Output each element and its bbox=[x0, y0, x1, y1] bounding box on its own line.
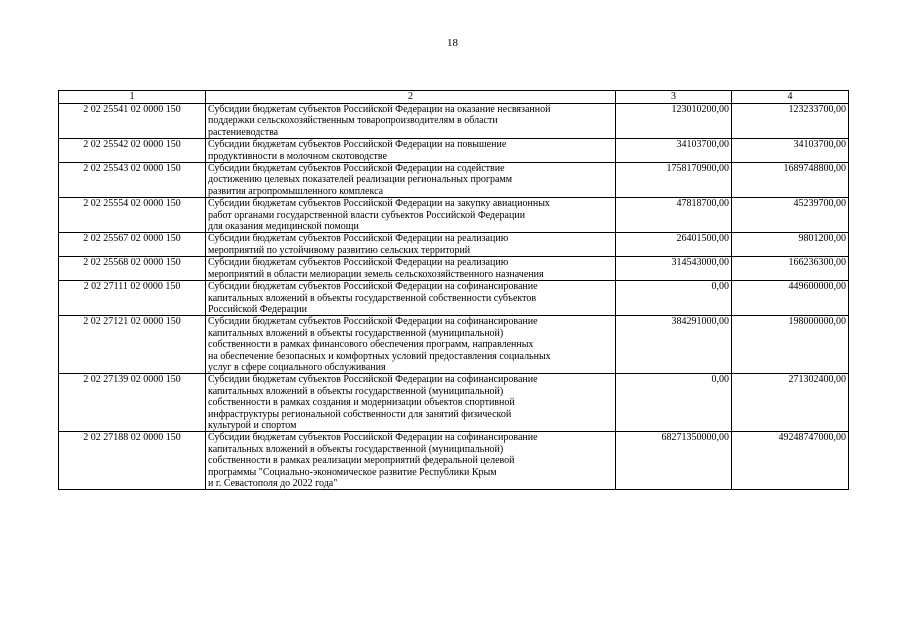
row-value-3: 47818700,00 bbox=[616, 198, 732, 233]
page-number: 18 bbox=[447, 37, 458, 49]
row-name: Субсидии бюджетам субъектов Российской Федерации на софинансирование капитальных вложений в объекты государственной (муниципальной) собственности в рамках реализации мероприятий федеральной целевой программы "Социально-экономическое развитие Республики Крым и г. Севастополя до 2022 года" bbox=[206, 432, 616, 490]
row-code: 2 02 25568 02 0000 150 bbox=[59, 257, 206, 281]
table-row bbox=[59, 163, 849, 198]
table-row bbox=[59, 198, 849, 233]
row-name: Субсидии бюджетам субъектов Российской Федерации на софинансирование капитальных вложений в объекты государственной (муниципальной) собственности в рамках создания и модернизации объектов спортивной инфраструктуры региональной собственности для занятий физической культурой и спортом bbox=[206, 374, 616, 432]
row-name: Субсидии бюджетам субъектов Российской Федерации на реализацию мероприятий в области мелиорации земель сельскохозяйственного назначения bbox=[206, 257, 616, 281]
row-code: 2 02 25554 02 0000 150 bbox=[59, 198, 206, 233]
row-code: 2 02 27139 02 0000 150 bbox=[59, 374, 206, 432]
row-code: 2 02 27188 02 0000 150 bbox=[59, 432, 206, 490]
row-value-3: 34103700,00 bbox=[616, 139, 732, 163]
row-value-3: 0,00 bbox=[616, 281, 732, 316]
row-code: 2 02 25541 02 0000 150 bbox=[59, 104, 206, 139]
table-header-row bbox=[59, 91, 849, 104]
table-row bbox=[59, 139, 849, 163]
row-name: Субсидии бюджетам субъектов Российской Федерации на софинансирование капитальных вложений в объекты государственной (муниципальной) собственности в рамках финансового обеспечения программ, направленных на обеспечение безопасных и комфортных условий предоставления социальных услуг в сфере социального обслуживания bbox=[206, 316, 616, 374]
table-row bbox=[59, 432, 849, 490]
budget-table bbox=[58, 90, 849, 490]
table-row bbox=[59, 316, 849, 374]
row-code: 2 02 27111 02 0000 150 bbox=[59, 281, 206, 316]
row-value-4: 198000000,00 bbox=[732, 316, 849, 374]
table-row bbox=[59, 104, 849, 139]
row-name: Субсидии бюджетам субъектов Российской Федерации на софинансирование капитальных вложений в объекты государственной собственности субъектов Российской Федерации bbox=[206, 281, 616, 316]
row-value-3: 26401500,00 bbox=[616, 233, 732, 257]
table-row bbox=[59, 374, 849, 432]
column-header-1: 1 bbox=[59, 91, 206, 104]
row-value-4: 1689748800,00 bbox=[732, 163, 849, 198]
table-row bbox=[59, 257, 849, 281]
row-name: Субсидии бюджетам субъектов Российской Федерации на повышение продуктивности в молочном скотоводстве bbox=[206, 139, 616, 163]
table-row bbox=[59, 281, 849, 316]
row-code: 2 02 25542 02 0000 150 bbox=[59, 139, 206, 163]
row-value-3: 314543000,00 bbox=[616, 257, 732, 281]
row-value-4: 34103700,00 bbox=[732, 139, 849, 163]
row-code: 2 02 25543 02 0000 150 bbox=[59, 163, 206, 198]
row-code: 2 02 25567 02 0000 150 bbox=[59, 233, 206, 257]
column-header-3: 3 bbox=[616, 91, 732, 104]
column-header-4: 4 bbox=[732, 91, 849, 104]
row-value-4: 45239700,00 bbox=[732, 198, 849, 233]
row-code: 2 02 27121 02 0000 150 bbox=[59, 316, 206, 374]
row-value-4: 166236300,00 bbox=[732, 257, 849, 281]
row-value-4: 449600000,00 bbox=[732, 281, 849, 316]
row-name: Субсидии бюджетам субъектов Российской Федерации на содействие достижению целевых показателей реализации региональных программ развития агропромышленного комплекса bbox=[206, 163, 616, 198]
row-value-4: 49248747000,00 bbox=[732, 432, 849, 490]
row-value-3: 123010200,00 bbox=[616, 104, 732, 139]
row-name: Субсидии бюджетам субъектов Российской Федерации на оказание несвязанной поддержки сельскохозяйственным товаропроизводителям в области растениеводства bbox=[206, 104, 616, 139]
row-value-4: 271302400,00 bbox=[732, 374, 849, 432]
row-value-3: 384291000,00 bbox=[616, 316, 732, 374]
column-header-2: 2 bbox=[206, 91, 616, 104]
table-row bbox=[59, 233, 849, 257]
row-value-3: 1758170900,00 bbox=[616, 163, 732, 198]
row-name: Субсидии бюджетам субъектов Российской Федерации на закупку авиационных работ органами государственной власти субъектов Российской Федерации для оказания медицинской помощи bbox=[206, 198, 616, 233]
row-value-4: 123233700,00 bbox=[732, 104, 849, 139]
row-name: Субсидии бюджетам субъектов Российской Федерации на реализацию мероприятий по устойчивому развитию сельских территорий bbox=[206, 233, 616, 257]
row-value-3: 0,00 bbox=[616, 374, 732, 432]
row-value-4: 9801200,00 bbox=[732, 233, 849, 257]
row-value-3: 68271350000,00 bbox=[616, 432, 732, 490]
